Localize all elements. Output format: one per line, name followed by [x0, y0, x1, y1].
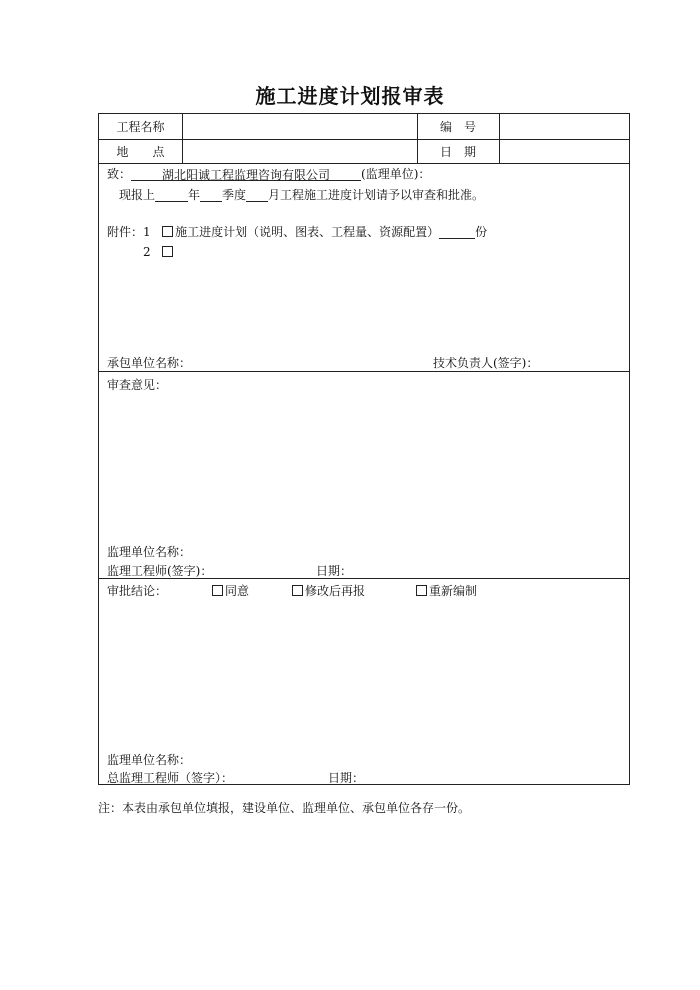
- contractor-label: 承包单位名称：: [107, 356, 192, 370]
- location-label: 地 点: [116, 145, 165, 159]
- report-line: [119, 188, 484, 202]
- to-label: 致：: [107, 167, 132, 181]
- option-redo[interactable]: [416, 584, 477, 598]
- option-redo-checkbox[interactable]: [416, 585, 427, 596]
- option-revise[interactable]: [292, 584, 365, 598]
- quarter-label: 季度: [222, 188, 247, 202]
- attachment-2-line: [143, 245, 175, 259]
- option-agree[interactable]: [212, 584, 249, 598]
- section-1-divider: [99, 371, 629, 372]
- option-agree-checkbox[interactable]: [212, 585, 223, 596]
- header-row-divider: [99, 139, 629, 140]
- month-suffix: 月工程施工进度计划请予以审查和批准。: [268, 188, 485, 202]
- header-col-divider-3: [499, 114, 500, 163]
- header-bottom-divider: [99, 163, 629, 164]
- option-agree-label: 同意: [225, 584, 250, 598]
- date-label: 日 期: [439, 145, 476, 159]
- attachment-1-text: 施工进度计划（说明、图表、工程量、资源配置）: [175, 225, 440, 239]
- approval-supervisor-unit-label: 监理单位名称：: [107, 753, 192, 767]
- option-revise-checkbox[interactable]: [292, 585, 303, 596]
- supervisor-suffix: (监理单位)：: [361, 167, 431, 181]
- option-revise-label: 修改后再报: [305, 584, 366, 598]
- supervisor-company: 湖北阳诚工程监理咨询有限公司: [131, 168, 361, 181]
- approval-date-label: 日期：: [328, 771, 365, 785]
- number-label: 编 号: [439, 120, 476, 134]
- option-redo-label: 重新编制: [429, 584, 478, 598]
- review-supervisor-unit-label: 监理单位名称：: [107, 545, 192, 559]
- section-2-divider: [99, 578, 629, 579]
- year-blank[interactable]: [155, 189, 188, 202]
- footnote: 注：本表由承包单位填报，建设单位、监理单位、承包单位各存一份。: [98, 801, 471, 815]
- year-label: 年: [188, 188, 201, 202]
- report-prefix: 现报上: [119, 188, 156, 202]
- attachment-label: 附件：1: [107, 225, 151, 239]
- attachment-1-unit: 份: [475, 225, 488, 239]
- attachment-1-checkbox[interactable]: [162, 226, 173, 237]
- attachment-1-line: [107, 225, 487, 239]
- month-blank[interactable]: [246, 189, 268, 202]
- quarter-blank[interactable]: [200, 189, 222, 202]
- project-name-label: 工程名称: [116, 120, 165, 134]
- tech-lead-label: 技术负责人(签字)：: [433, 356, 539, 370]
- review-engineer-label: 监理工程师(签字)：: [107, 564, 213, 578]
- chief-engineer-label: 总监理工程师（签字）：: [107, 771, 234, 785]
- header-col-divider-1: [182, 114, 183, 163]
- attachment-1-count-blank[interactable]: [439, 226, 475, 239]
- review-date-label: 日期：: [316, 564, 353, 578]
- attachment-2-num: 2: [143, 245, 151, 259]
- review-opinion-label: 审查意见：: [107, 378, 168, 392]
- approval-conclusion-label: 审批结论：: [107, 584, 168, 598]
- report-form: [98, 113, 630, 785]
- to-line: [107, 167, 430, 181]
- attachment-2-checkbox[interactable]: [162, 246, 173, 257]
- form-title: 施工进度计划报审表: [255, 84, 445, 108]
